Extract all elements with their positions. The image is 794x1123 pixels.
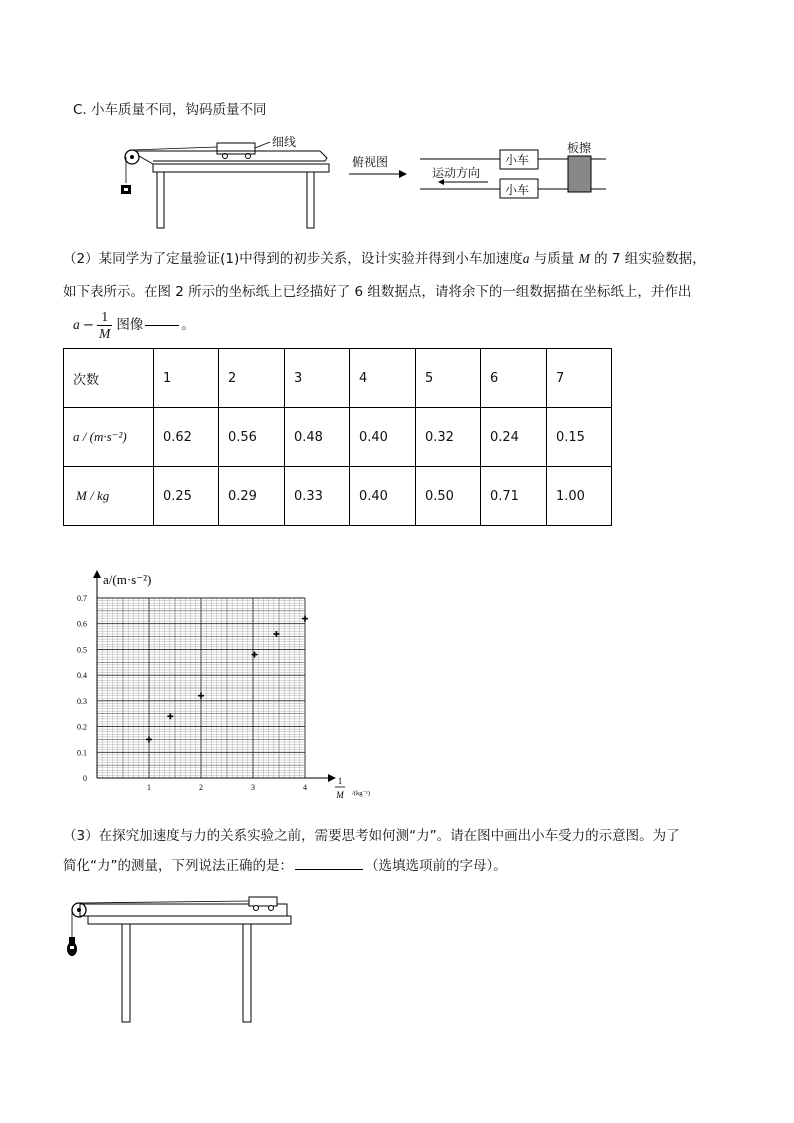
table-cell: 0.48 xyxy=(285,408,350,467)
y-axis-arrow-icon xyxy=(93,570,101,578)
table-cell: 0.40 xyxy=(350,467,416,526)
table-cell: 0.33 xyxy=(285,467,350,526)
table-cell: 6 xyxy=(481,349,547,408)
x-tick-label: 4 xyxy=(303,783,307,792)
y-tick-label: 0.6 xyxy=(77,619,87,629)
table-cell: 2 xyxy=(219,349,285,408)
table-row xyxy=(64,408,612,467)
option-c-text: C. 小车质量不同，钩码质量不同 xyxy=(73,102,267,118)
data-point xyxy=(146,736,152,742)
q3-line2: 简化“力”的测量，下列说法正确的是： （选填选项前的字母）。 xyxy=(63,858,507,874)
x-tick-label: 2 xyxy=(199,783,203,792)
table-cell: 0.56 xyxy=(219,408,285,467)
table-cell: 0.24 xyxy=(481,408,547,467)
y-tick-label: 0.4 xyxy=(77,671,87,681)
top-view-label: 俯视图 xyxy=(352,155,389,169)
table-cell: 0.50 xyxy=(416,467,481,526)
table-cell: 0.25 xyxy=(154,467,219,526)
data-point xyxy=(302,616,308,622)
y-tick-label: 0.3 xyxy=(77,696,87,706)
y-tick-label: 0.7 xyxy=(77,594,87,603)
table-row-label: a / (m·s⁻²) xyxy=(64,408,154,467)
direction-label: 运动方向 xyxy=(432,166,481,180)
apparatus-side-view-figure xyxy=(115,128,340,230)
x-tick-label: 1 xyxy=(147,783,151,792)
q2-line3: a − $\frac{1}{M}$ 图像 。 xyxy=(73,308,195,341)
chart-x-label-unit: /(kg⁻¹) xyxy=(352,790,371,797)
data-point xyxy=(167,713,173,719)
y-tick-label: 0.5 xyxy=(77,645,87,655)
chart-axes xyxy=(93,570,336,782)
q2-line2: 如下表所示。在图 2 所示的坐标纸上已经描好了 6 组数据点，请将余下的一组数据描在坐标纸上，并作出 xyxy=(63,284,692,300)
table-cell: 0.32 xyxy=(416,408,481,467)
table-cell: 0.15 xyxy=(547,408,612,467)
cart-label-bottom: 小车 xyxy=(505,183,530,197)
table-cell: 5 xyxy=(416,349,481,408)
y-tick-label: 0.2 xyxy=(77,722,87,732)
table-row xyxy=(64,467,612,526)
y-tick-label: 0.1 xyxy=(77,748,87,758)
data-point xyxy=(198,693,204,699)
chart-x-label-den: M xyxy=(336,790,344,800)
chart-x-label-num: 1 xyxy=(337,776,343,786)
view-arrow-icon xyxy=(347,168,409,180)
table-cell: 4 xyxy=(350,349,416,408)
answer-blank-graph[interactable] xyxy=(145,325,179,326)
data-table xyxy=(63,348,612,526)
chart-grid xyxy=(97,598,305,778)
table-cell: 0.71 xyxy=(481,467,547,526)
q3-line1: （3）在探究加速度与力的关系实验之前，需要思考如何测“力”。请在图中画出小车受力的示意图。为了 xyxy=(63,828,680,844)
y-tick-label: 0 xyxy=(83,774,87,783)
string-label: 细线 xyxy=(272,135,297,149)
table-cell: 1.00 xyxy=(547,467,612,526)
q2-line1: （2）某同学为了定量验证(1)中得到的初步关系，设计实验并得到小车加速度a 与质量 M 的 7 组实验数据， xyxy=(63,251,706,267)
table-cell: 0.62 xyxy=(154,408,219,467)
a-vs-inverse-M-chart xyxy=(60,568,390,808)
table-row-label: M / kg xyxy=(64,467,154,526)
chart-y-label: a/(m·s⁻²) xyxy=(103,572,152,587)
cart-label-top: 小车 xyxy=(505,153,530,167)
table-cell: 1 xyxy=(154,349,219,408)
apparatus-force-diagram-figure xyxy=(66,895,298,1025)
table-cell: 0.29 xyxy=(219,467,285,526)
eraser-label: 板擦 xyxy=(567,141,592,155)
table-cell: 7 xyxy=(547,349,612,408)
answer-blank-choice[interactable] xyxy=(295,869,363,870)
x-tick-label: 3 xyxy=(251,783,255,792)
table-cell: 3 xyxy=(285,349,350,408)
table-row xyxy=(64,349,612,408)
x-axis-arrow-icon xyxy=(328,774,336,782)
data-point xyxy=(252,652,258,658)
table-cell: 次数 xyxy=(64,349,154,408)
table-cell: 0.40 xyxy=(350,408,416,467)
data-point xyxy=(273,631,279,637)
